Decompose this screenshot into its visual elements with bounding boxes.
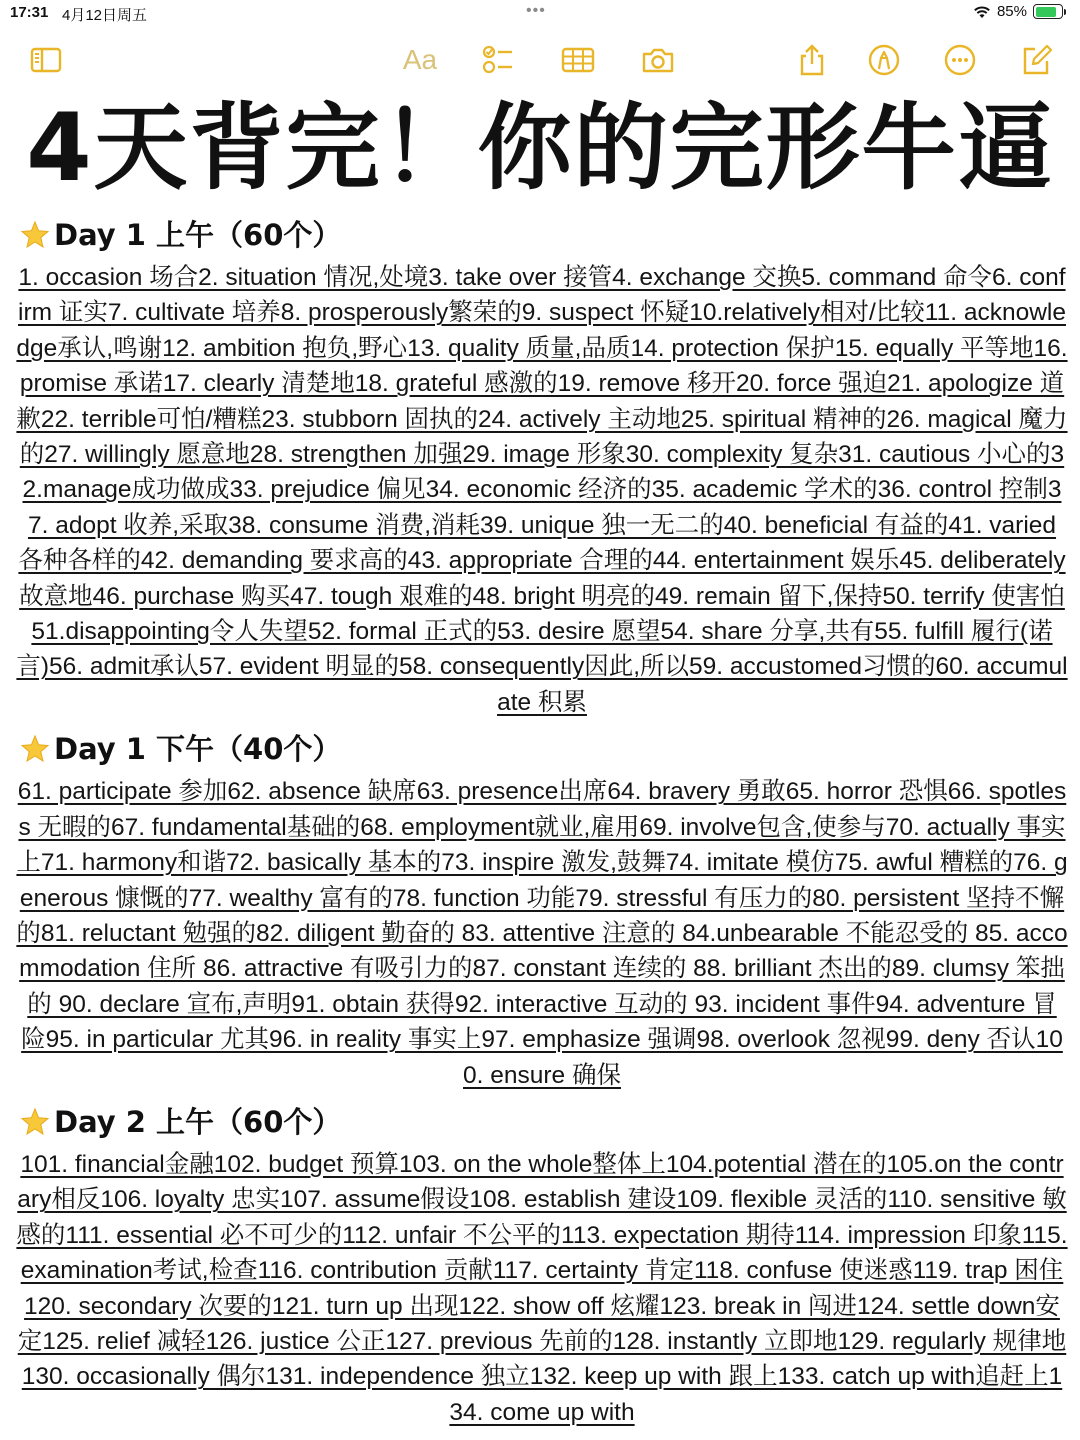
table-button[interactable] — [558, 40, 598, 80]
section-heading — [20, 724, 1068, 774]
table-icon — [561, 43, 595, 77]
notes-toolbar — [0, 40, 1080, 84]
status-bar — [0, 0, 1080, 28]
word-list-paragraph[interactable]: 101. financial金融102. budget 预算103. on the whole整体上104.potential 潜在的105.on the contrary相反106. loyalty 忠实107. assume假设108. establish 建设109. flexible 灵活的110. sensitive 敏感的111. essential 必不可少的112. unfair 不公平的113. expectation 期待114. impression 印象115. examination考试,检查116. contribution 贡献117. certainty 肯定118. confuse 使迷惑119. trap 困住120. secondary 次要的121. turn up 出现122. show off 炫耀123. break in 闯进124. settle down安定125. relief 减轻126. justice 公正127. previous 先前的128. instantly 立即地129. regularly 规律地130. occasionally 偶尔131. independence 独立132. keep up with 跟上133. catch up with追赶上134. come up with — [16, 1150, 1068, 1426]
star-icon — [20, 220, 50, 250]
font-icon: Aa — [402, 44, 438, 75]
more-button[interactable] — [940, 40, 980, 80]
battery-percent: 85% — [996, 3, 1027, 20]
section-heading-label: Day 2 上午（60个） — [54, 1104, 342, 1139]
status-time: 17:31 — [10, 4, 49, 21]
share-icon — [795, 43, 829, 77]
format-button[interactable] — [400, 40, 440, 80]
status-date: 4月12日周五 — [62, 7, 148, 24]
camera-icon — [641, 43, 675, 77]
checklist-icon — [481, 43, 515, 77]
section-heading-label: Day 1 上午（60个） — [54, 218, 342, 252]
star-icon — [20, 1107, 50, 1137]
checklist-button[interactable] — [478, 40, 518, 80]
battery-icon — [1033, 4, 1063, 19]
word-list-paragraph[interactable]: 1. occasion 场合2. situation 情况,处境3. take over 接管4. exchange 交换5. command 命令6. confirm 证实7. cultivate 培养8. prosperously繁荣的9. suspect 怀疑10.relatively相对/比较11. acknowledge承认,鸣谢12. ambition 抱负,野心13. quality 质量,品质14. protection 保护15. equally 平等地16. promise 承诺17. clearly 清楚地18. grateful 感激的19. remove 移开20. force 强迫21. apologize 道歉22. terrible可怕/糟糕23. stubborn 固执的24. actively 主动地25. spiritual 精神的26. magical 魔力的27. willingly 愿意地28. strengthen 加强29. image 形象30. complexity 复杂31. cautious 小心的32.manage成功做成33. prejudice 偏见34. economic 经济的35. academic 学术的36. control 控制37. adopt 收养,采取38. consume 消费,消耗39. unique 独一无二的40. beneficial 有益的41. varied各种各样的42. demanding 要求高的43. appropriate 合理的44. entertainment 娱乐45. deliberately 故意地46. purchase 购买47. tough 艰难的48. bright 明亮的49. remain 留下,保持50. terrify 使害怕51.disappointing令人失望52. formal 正式的53. desire 愿望54. share 分享,共有55. fulfill 履行(诺言)56. admit承认57. evident 明显的58. consequently因此,所以59. accustomed习惯的60. accumulate 积累 — [16, 264, 1068, 716]
section-heading-label: Day 1 下午（40个） — [54, 732, 342, 767]
section-heading — [20, 1097, 1068, 1147]
more-icon — [943, 43, 977, 77]
wifi-icon — [973, 5, 991, 19]
multitasking-dots-icon[interactable]: ••• — [526, 2, 546, 19]
share-button[interactable] — [792, 40, 832, 80]
compose-button[interactable] — [1016, 40, 1056, 80]
compose-icon — [1019, 43, 1053, 77]
word-list-paragraph[interactable]: 61. participate 参加62. absence 缺席63. presence出席64. bravery 勇敢65. horror 恐惧66. spotless 无暇的67. fundamental基础的68. employment就业,雇用69. involve包含,使参与70. actually 事实上71. harmony和谐72. basically 基本的73. inspire 激发,鼓舞74. imitate 模仿75. awful 糟糕的76. generous 慷慨的77. wealthy 富有的78. function 功能79. stressful 有压力的80. persistent 坚持不懈的81. reluctant 勉强的82. diligent 勤奋的 83. attentive 注意的 84.unbearable 不能忍受的 85. accommodation 住所 86. attractive 有吸引力的87. constant 连续的 88. brilliant 杰出的89. clumsy 笨拙的 90. declare 宣布,声明91. obtain 获得92. interactive 互动的 93. incident 事件94. adventure 冒险95. in particular 尤其96. in reality 事实上97. emphasize 强调98. overlook 忽视99. deny 否认100. ensure 确保 — [16, 778, 1068, 1089]
battery-level-fill — [1036, 7, 1056, 17]
section-heading — [20, 210, 1068, 260]
markup-button[interactable] — [864, 40, 904, 80]
note-title[interactable]: 4天背完！你的完形牛逼 — [26, 94, 1054, 203]
star-icon — [20, 734, 50, 764]
note-body[interactable] — [16, 210, 1068, 1434]
status-right — [973, 3, 1066, 20]
camera-button[interactable] — [638, 40, 678, 80]
sidebar-icon — [29, 43, 63, 77]
markup-icon — [867, 43, 901, 77]
sidebar-button[interactable] — [26, 40, 66, 80]
battery-cap — [1064, 9, 1066, 15]
